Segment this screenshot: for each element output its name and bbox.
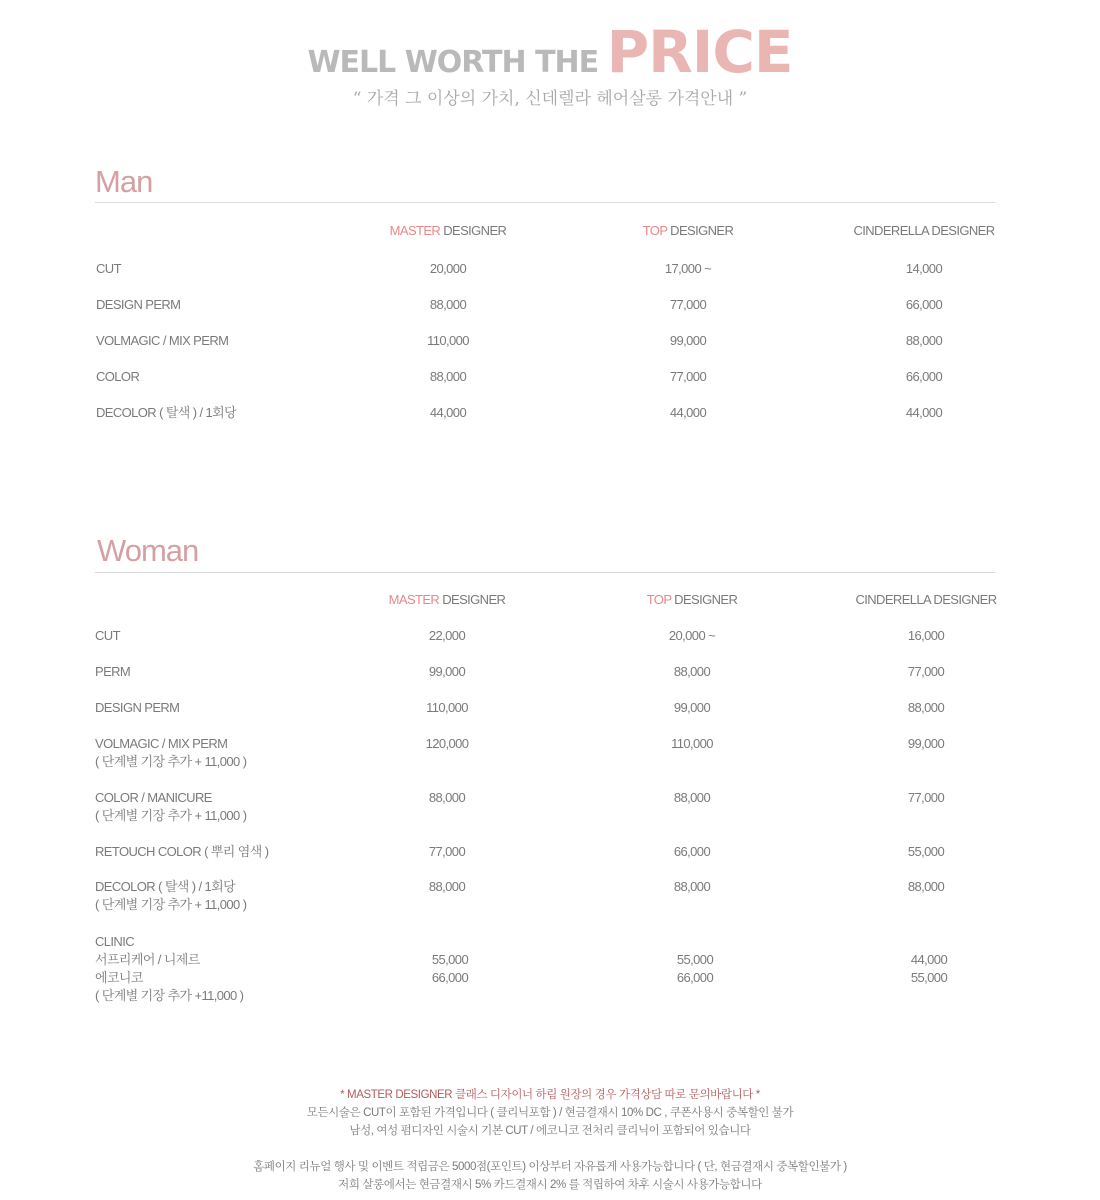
woman-section-divider <box>95 572 995 573</box>
price-cell: 77,000 <box>428 844 466 859</box>
row-label: RETOUCH COLOR ( 뿌리 염색 ) <box>95 844 269 859</box>
man-section-title: Man <box>95 164 153 199</box>
page-title <box>0 18 1100 86</box>
row-label: DECOLOR ( 탈색 ) / 1회당 <box>95 879 236 894</box>
footer-line-1: 모든시술은 CUT이 포함된 가격입니다 ( 클리닉포함 ) / 현금결재시 10% DC , 쿠폰사용시 중복할인 불가 <box>306 1107 794 1119</box>
column-header <box>602 591 782 609</box>
footer-master-note: * MASTER DESIGNER 클래스 디자이너 하림 원장의 경우 가격상담 따로 문의바랍니다 * <box>340 1089 760 1101</box>
price-cell: 77,000 <box>907 790 945 805</box>
price-cell: 99,000 <box>669 333 707 348</box>
column-header-text: CINDERELLA DESIGNER <box>853 223 995 238</box>
column-header <box>358 222 538 240</box>
price-cell: 77,000 <box>669 297 707 312</box>
column-header <box>357 591 537 609</box>
page-subtitle: “ 가격 그 이상의 가치, 신데렐라 헤어살롱 가격안내 ” <box>352 89 748 109</box>
price-cell: 88,000 <box>673 664 711 679</box>
footer-line-3: 홈페이지 리뉴얼 행사 및 이벤트 적립금은 5000점(포인트) 이상부터 자유롭게 사용가능합니다 ( 단, 현금결재시 중복할인불가 ) <box>253 1161 847 1173</box>
price-cell: 20,000 <box>429 261 467 276</box>
row-label: VOLMAGIC / MIX PERM <box>96 333 229 348</box>
price-cell: 110,000 <box>671 736 713 751</box>
price-cell: 55,000 <box>676 952 714 967</box>
row-label: DESIGN PERM <box>96 297 181 312</box>
price-cell: 110,000 <box>426 700 468 715</box>
row-label: DECOLOR ( 탈색 ) / 1회당 <box>96 405 237 420</box>
price-cell: 120,000 <box>425 736 469 751</box>
price-cell: 14,000 <box>905 261 943 276</box>
row-label: COLOR <box>96 369 140 384</box>
price-cell: 88,000 <box>429 369 467 384</box>
price-cell: 88,000 <box>905 333 943 348</box>
price-cell: 88,000 <box>429 297 467 312</box>
price-cell: 88,000 <box>673 790 711 805</box>
price-cell: 88,000 <box>907 700 945 715</box>
column-header-accent: MASTER <box>389 223 441 238</box>
row-sublabel: ( 단계별 기장 추가 + 11,000 ) <box>95 808 247 823</box>
row-sublabel: ( 단계별 기장 추가 + 11,000 ) <box>95 754 247 769</box>
clinic-item-label: 서프리케어 / 니제르 <box>95 952 200 967</box>
price-cell: 17,000 ~ <box>664 261 712 276</box>
column-header-text: CINDERELLA DESIGNER <box>855 592 997 607</box>
price-cell: 110,000 <box>427 333 469 348</box>
price-cell: 44,000 <box>429 405 467 420</box>
price-cell: 55,000 <box>910 970 948 985</box>
row-label: PERM <box>95 664 131 679</box>
price-cell: 77,000 <box>669 369 707 384</box>
footer-line-2: 남성, 여성 펌디자인 시술시 기본 CUT / 에코니코 전처리 클리닉이 포함되어 있습니다 <box>349 1125 751 1137</box>
title-prefix: WELL WORTH THE <box>307 45 599 80</box>
column-header-text: DESIGNER <box>667 223 734 238</box>
price-cell: 99,000 <box>907 736 945 751</box>
price-cell: 88,000 <box>907 879 945 894</box>
column-header <box>836 591 1016 609</box>
column-header-text: DESIGNER <box>440 223 507 238</box>
column-header-text: DESIGNER <box>439 592 506 607</box>
row-label: CUT <box>96 261 121 276</box>
row-label: VOLMAGIC / MIX PERM <box>95 736 228 751</box>
row-label: CUT <box>95 628 120 643</box>
row-label: DESIGN PERM <box>95 700 180 715</box>
price-cell: 66,000 <box>905 297 943 312</box>
price-cell: 99,000 <box>428 664 466 679</box>
price-cell: 66,000 <box>673 844 711 859</box>
column-header-accent: MASTER <box>388 592 440 607</box>
column-header-accent: TOP <box>642 223 668 238</box>
footer-note <box>0 1086 1100 1104</box>
price-cell: 66,000 <box>905 369 943 384</box>
column-header-accent: TOP <box>646 592 672 607</box>
column-header-text: DESIGNER <box>671 592 738 607</box>
price-cell: 44,000 <box>905 405 943 420</box>
price-cell: 55,000 <box>431 952 469 967</box>
price-cell: 66,000 <box>431 970 469 985</box>
clinic-label: CLINIC <box>95 934 135 949</box>
price-cell: 88,000 <box>673 879 711 894</box>
price-cell: 88,000 <box>428 790 466 805</box>
row-label: COLOR / MANICURE <box>95 790 212 805</box>
price-cell: 88,000 <box>428 879 466 894</box>
price-cell: 44,000 <box>910 952 948 967</box>
price-cell: 44,000 <box>669 405 707 420</box>
man-section-divider <box>95 202 995 203</box>
clinic-sublabel: ( 단계별 기장 추가 +11,000 ) <box>95 988 244 1003</box>
clinic-item-label: 에코니코 <box>95 970 143 985</box>
title-highlight: PRICE <box>606 18 793 86</box>
price-cell: 22,000 <box>428 628 466 643</box>
column-header <box>598 222 778 240</box>
price-cell: 55,000 <box>907 844 945 859</box>
column-header <box>834 222 1014 240</box>
footer-line-4: 저희 살롱에서는 현금결재시 5% 카드결재시 2% 를 적립하여 차후 시술시 사용가능합니다 <box>338 1179 762 1191</box>
price-cell: 16,000 <box>907 628 945 643</box>
price-cell: 66,000 <box>676 970 714 985</box>
row-sublabel: ( 단계별 기장 추가 + 11,000 ) <box>95 897 247 912</box>
woman-section-title: Woman <box>97 533 199 568</box>
price-cell: 99,000 <box>673 700 711 715</box>
price-cell: 20,000 ~ <box>668 628 716 643</box>
price-cell: 77,000 <box>907 664 945 679</box>
